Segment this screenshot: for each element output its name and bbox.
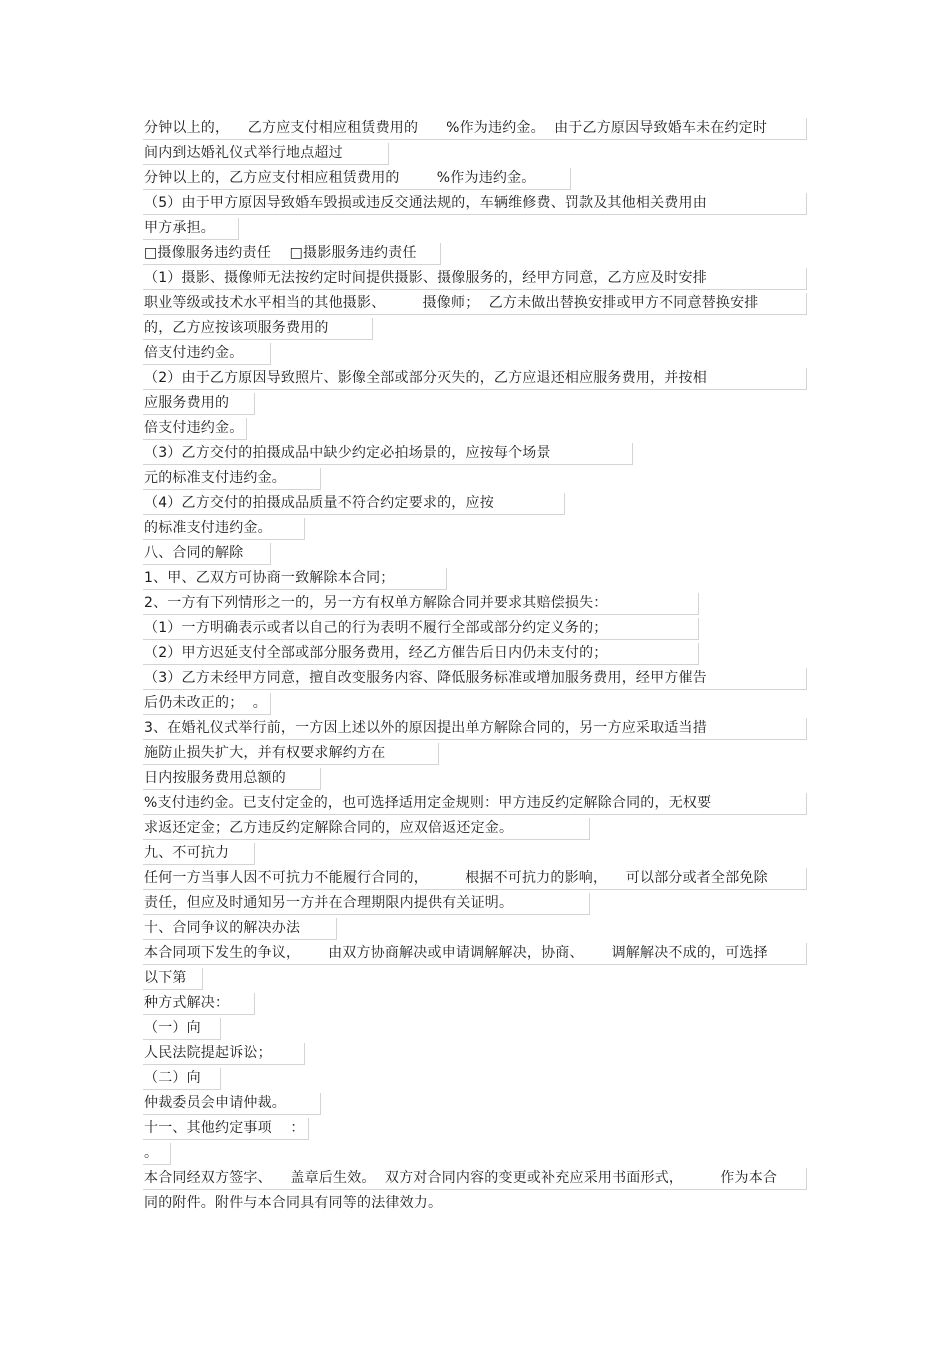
text-line: 求返还定金；乙方违反约定解除合同的，应双倍返还定金。 [143,818,590,840]
text-line: 倍支付违约金。 [143,343,271,365]
section-heading: 十、合同争议的解决办法 [143,918,337,940]
text-line: 1、甲、乙双方可协商一致解除本合同； [143,568,447,590]
text-line: 本合同经双方签字、 盖章后生效。 双方对合同内容的变更或补充应采用书面形式， 作为本合 [143,1168,807,1190]
text-line: 甲方承担。 [143,218,239,240]
text-line: 施防止损失扩大，并有权要求解约方在 [143,743,439,765]
text-line: （二）向 [143,1068,221,1090]
section-heading: 十一、其他约定事项 ： [143,1118,309,1140]
text-line: 以下第 [143,968,203,990]
text-line: （1）摄影、摄像师无法按约定时间提供摄影、摄像服务的，经甲方同意，乙方应及时安排 [143,268,807,290]
text-line: 倍支付违约金。 [143,418,247,440]
text-line: □摄像服务违约责任 □摄影服务违约责任 [143,243,441,265]
text-line: 元的标准支付违约金。 [143,468,321,490]
text-line: 应服务费用的 [143,393,255,415]
text-line: 后仍未改正的； 。 [143,693,271,715]
text-line: 人民法院提起诉讼； [143,1043,305,1065]
text-line: （1）一方明确表示或者以自己的行为表明不履行全部或部分约定义务的； [143,618,699,640]
text-line: 分钟以上的，乙方应支付相应租赁费用的 %作为违约金。 [143,168,571,190]
text-line: 日内按服务费用总额的 [143,768,321,790]
text-line: （2）由于乙方原因导致照片、影像全部或部分灭失的，乙方应退还相应服务费用，并按相 [143,368,807,390]
text-line: （一）向 [143,1018,221,1040]
text-line: 的标准支付违约金。 [143,518,305,540]
section-heading: 八、合同的解除 [143,543,271,565]
text-line: 。 [143,1143,171,1165]
section-heading: 九、不可抗力 [143,843,255,865]
text-line: 同的附件。附件与本合同具有同等的法律效力。 [144,1195,443,1211]
text-line: 间内到达婚礼仪式举行地点超过 [143,143,389,165]
text-line: 种方式解决： [143,993,255,1015]
text-line: 3、在婚礼仪式举行前，一方因上述以外的原因提出单方解除合同的，另一方应采取适当措 [143,718,807,740]
text-line: 责任，但应及时通知另一方并在合理期限内提供有关证明。 [143,893,590,915]
text-line: （5）由于甲方原因导致婚车毁损或违反交通法规的，车辆维修费、罚款及其他相关费用由 [143,193,807,215]
text-line: （4）乙方交付的拍摄成品质量不符合约定要求的，应按 [143,493,565,515]
text-line: 2、一方有下列情形之一的，另一方有权单方解除合同并要求其赔偿损失： [143,593,699,615]
text-line: （3）乙方交付的拍摄成品中缺少约定必拍场景的，应按每个场景 [143,443,633,465]
text-line: %支付违约金。已支付定金的，也可选择适用定金规则：甲方违反约定解除合同的，无权要 [143,793,807,815]
text-line: 分钟以上的， 乙方应支付相应租赁费用的 %作为违约金。 由于乙方原因导致婚车未在约定时 [143,118,807,140]
text-line: 仲裁委员会申请仲裁。 [143,1093,321,1115]
text-line: 任何一方当事人因不可抗力不能履行合同的， 根据不可抗力的影响， 可以部分或者全部免除 [143,868,807,890]
text-line: （3）乙方未经甲方同意，擅自改变服务内容、降低服务标准或增加服务费用，经甲方催告 [143,668,807,690]
text-line: 本合同项下发生的争议， 由双方协商解决或申请调解解决，协商、 调解解决不成的，可选择 [143,943,807,965]
text-line: （2）甲方迟延支付全部或部分服务费用，经乙方催告后日内仍未支付的； [143,643,699,665]
text-line: 的，乙方应按该项服务费用的 [143,318,373,340]
text-line: 职业等级或技术水平相当的其他摄影、 摄像师； 乙方未做出替换安排或甲方不同意替换安排 [143,293,807,315]
